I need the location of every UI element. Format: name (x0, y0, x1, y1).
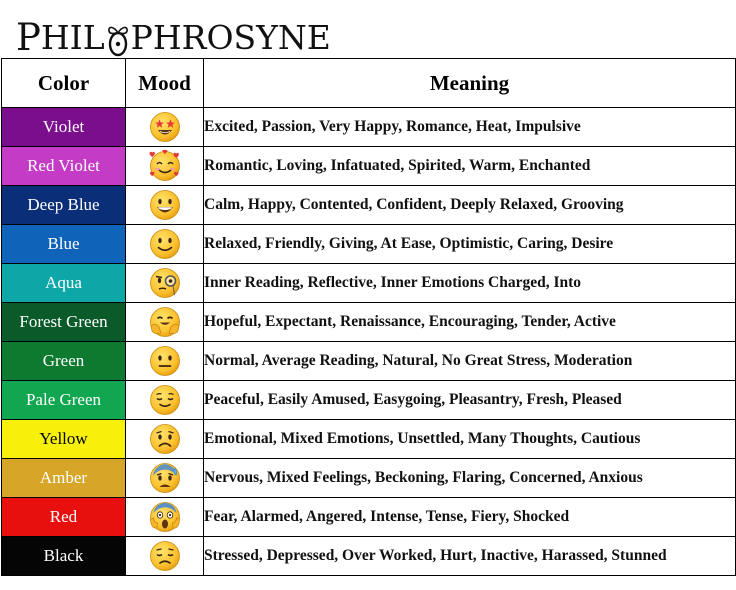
table-row (2, 186, 736, 225)
hugging-face-icon (149, 313, 181, 330)
color-name-cell: Pale Green (2, 381, 126, 420)
header-color: Color (2, 59, 126, 108)
worried-face-icon (149, 430, 181, 447)
meaning-cell: Calm, Happy, Contented, Confident, Deeply Relaxed, Grooving (204, 186, 736, 225)
ornament-o-icon (105, 22, 131, 58)
meaning-cell: Peaceful, Easily Amused, Easygoing, Pleasantry, Fresh, Pleased (204, 381, 736, 420)
table-row (2, 147, 736, 186)
screaming-face-icon (149, 508, 181, 525)
face-with-monocle-icon (149, 274, 181, 291)
color-name-cell: Violet (2, 108, 126, 147)
table-row (2, 342, 736, 381)
table-row (2, 537, 736, 576)
pensive-face-icon (149, 547, 181, 564)
mood-emoji-cell (126, 459, 204, 498)
header-mood: Mood (126, 59, 204, 108)
brand-part-2: PHROSYNE (130, 18, 331, 57)
smiling-face-with-hearts-icon (149, 157, 181, 174)
color-name-cell: Red Violet (2, 147, 126, 186)
mood-emoji-cell (126, 225, 204, 264)
mood-emoji-cell (126, 147, 204, 186)
table-header-row (2, 59, 736, 108)
color-name-cell: Amber (2, 459, 126, 498)
mood-emoji-cell (126, 108, 204, 147)
table-row (2, 303, 736, 342)
neutral-face-icon (149, 352, 181, 369)
color-name-cell: Yellow (2, 420, 126, 459)
table-row (2, 459, 736, 498)
header-meaning: Meaning (204, 59, 736, 108)
slightly-smiling-face-icon (149, 235, 181, 252)
meaning-cell: Relaxed, Friendly, Giving, At Ease, Optimistic, Caring, Desire (204, 225, 736, 264)
mood-emoji-cell (126, 381, 204, 420)
anxious-face-with-sweat-icon (149, 469, 181, 486)
meaning-cell: Hopeful, Expectant, Renaissance, Encouraging, Tender, Active (204, 303, 736, 342)
table-body (2, 108, 736, 576)
star-struck-face-icon (149, 118, 181, 135)
meaning-cell: Stressed, Depressed, Over Worked, Hurt, Inactive, Harassed, Stunned (204, 537, 736, 576)
color-name-cell: Forest Green (2, 303, 126, 342)
mood-emoji-cell (126, 264, 204, 303)
meaning-cell: Romantic, Loving, Infatuated, Spirited, Warm, Enchanted (204, 147, 736, 186)
meaning-cell: Fear, Alarmed, Angered, Intense, Tense, Fiery, Shocked (204, 498, 736, 537)
table-row (2, 420, 736, 459)
meaning-cell: Normal, Average Reading, Natural, No Great Stress, Moderation (204, 342, 736, 381)
grinning-face-icon (149, 196, 181, 213)
color-name-cell: Blue (2, 225, 126, 264)
mood-color-table (1, 58, 736, 576)
meaning-cell: Emotional, Mixed Emotions, Unsettled, Many Thoughts, Cautious (204, 420, 736, 459)
relieved-face-icon (149, 391, 181, 408)
table-row (2, 264, 736, 303)
meaning-cell: Inner Reading, Reflective, Inner Emotions Charged, Into (204, 264, 736, 303)
color-name-cell: Green (2, 342, 126, 381)
color-name-cell: Red (2, 498, 126, 537)
brand-part-1: HIL (40, 18, 105, 57)
color-name-cell: Black (2, 537, 126, 576)
mood-emoji-cell (126, 303, 204, 342)
meaning-cell: Excited, Passion, Very Happy, Romance, Heat, Impulsive (204, 108, 736, 147)
mood-emoji-cell (126, 342, 204, 381)
table-row (2, 108, 736, 147)
brand-logo (16, 14, 331, 58)
color-name-cell: Aqua (2, 264, 126, 303)
table-row (2, 498, 736, 537)
meaning-cell: Nervous, Mixed Feelings, Beckoning, Flaring, Concerned, Anxious (204, 459, 736, 498)
mood-emoji-cell (126, 186, 204, 225)
mood-emoji-cell (126, 537, 204, 576)
mood-emoji-cell (126, 420, 204, 459)
brand-first-letter: P (16, 16, 41, 59)
table-row (2, 381, 736, 420)
table-row (2, 225, 736, 264)
color-name-cell: Deep Blue (2, 186, 126, 225)
mood-emoji-cell (126, 498, 204, 537)
